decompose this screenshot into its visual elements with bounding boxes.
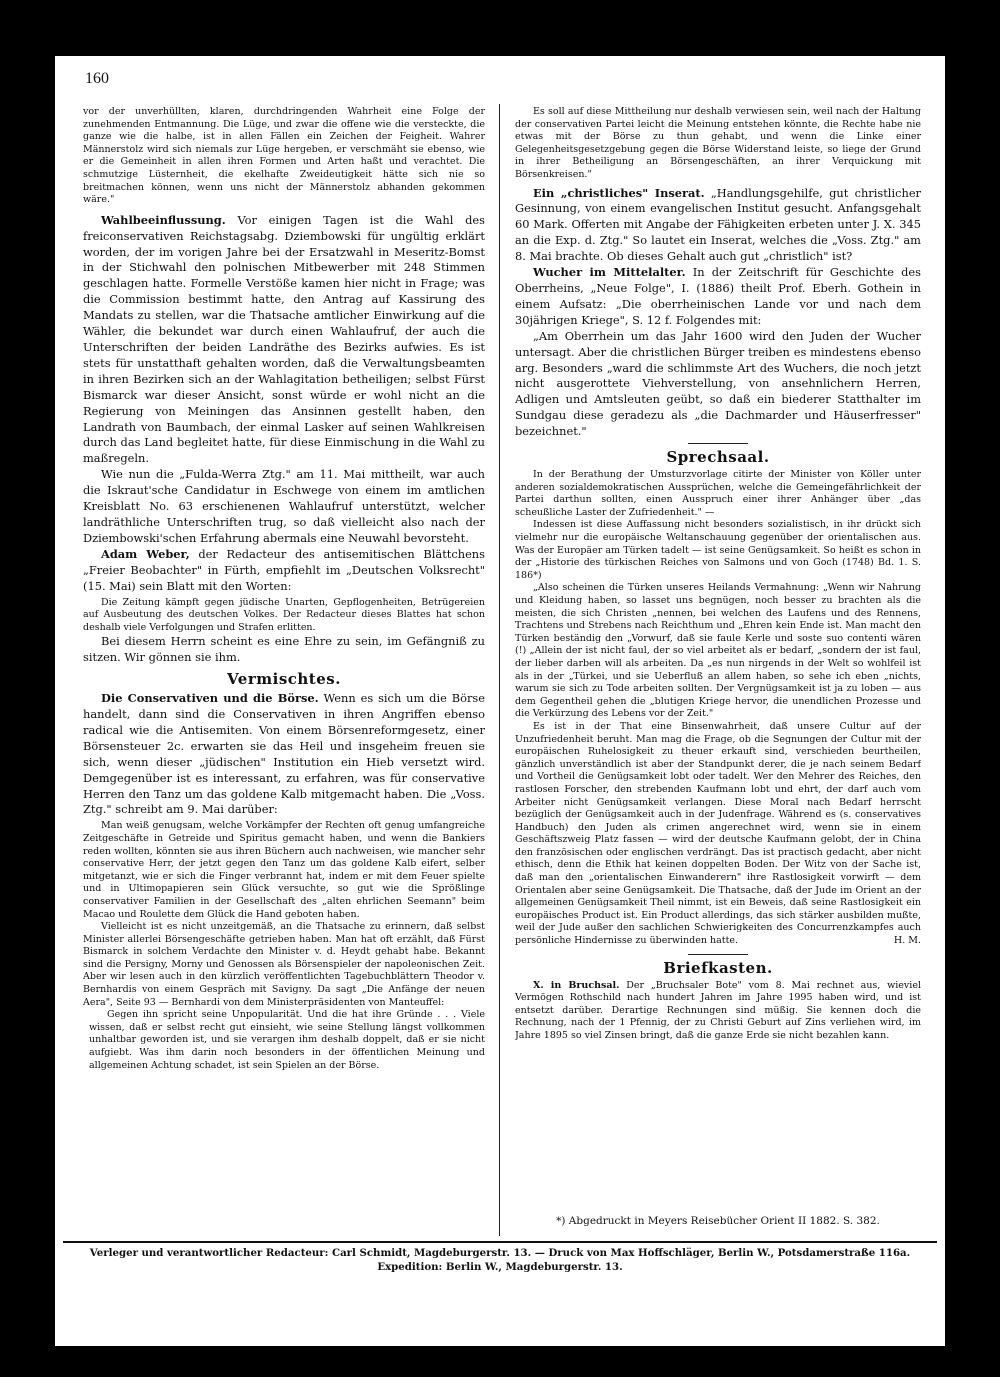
sprechsaal-para-3-text: Es ist in der That eine Binsenwahrheit, daß unsere Cultur auf der Unzufriedenheit beruht. Man mag die Frage, ob die Segnungen der Cultur mit der europäischen Ruhelosigkeit zu theuer erkauft sind, verschieden beurtheilen, gänzlich unverständlich ist aber der Standpunkt derer, die je nach seinem Bedarf und Vortheil die Genügsamkeit lobt oder tadelt. Wer den Mehrer des Reiches, den rastlosen Forscher, den strebenden Kaufmann lobt und ehrt, der darf auch vom Arbeiter nicht Genügsamkeit verlangen. Diese Moral nach Bedarf herrscht bezüglich der Genügsamkeit auch in der Judenfrage. Während es (s. conservatives Handbuch) den Juden als crimen angerechnet wird, wenn sie in einem Geschäftszweig Platz fassen — wird der deutsche Kaufmann gelobt, der in China den französischen oder englischen verdrängt. Das ist practisch gedacht, aber nicht ethisch, denn die Ethik hat keinen doppelten Boden. Der Witz von der Sache ist, daß man den „orientalischen Einwanderern" ihre Rastlosigkeit vorwirft — dem Orientalen aber seine Genügsamkeit. Die Thatsache, daß der Jude im Orient an der allgemeinen Genügsamkeit Theil nimmt, ist ein Beweis, daß seine Rastlosigkeit ein europäisches Product ist. Ein Product allerdings, das sich stärker ausbilden mußte, weil der Jude außer den sachlichen Schwierigkeiten des Concurrenzkampfes auch persönliche Hindernisse zu überwinden hatte. bbox=[515, 720, 921, 947]
weber-end: Bei diesem Herrn scheint es eine Ehre zu sein, im Gefängniß zu sitzen. Wir gönnen sie ihm. bbox=[83, 634, 485, 665]
wahl-heading: Wahlbeeinflussung. bbox=[101, 212, 226, 227]
right-column bbox=[515, 106, 921, 1234]
page-number: 160 bbox=[85, 70, 109, 87]
boerse-quote-2: Vielleicht ist es nicht unzeitgemäß, an die Thatsache zu erinnern, daß selbst Minister allerlei Börsengeschäfte getrieben haben. Man hat oft erzählt, daß Fürst Bismarck in solchem Verdachte den Minister v. d. Heydt gehabt habe. Bekannt sind die Persigny, Morny und Genossen als Börsenspieler der napoleonischen Zeit. Aber wir lesen auch in den kürzlich veröffentlichten Tagebuchblättern Theodor v. Bernhardis von einem Gespräch mit Savigny. Da sagt „Die Anfänge der neuen Aera", Seite 93 — Bernhardi von dem Ministerpräsidenten von Manteuffel: bbox=[83, 921, 485, 1008]
wahl-article bbox=[83, 213, 485, 468]
sprechsaal-title: Sprechsaal. bbox=[666, 448, 770, 467]
weber-quote: Die Zeitung kämpft gegen jüdische Unarten, Gepflogenheiten, Betrügereien auf Ausbeutung des deutschen Volkes. Der Redacteur dieses Blattes hat schon deshalb viele Verfolgungen und Strafen erlitten. bbox=[83, 596, 485, 633]
boerse-quote-1: Man weiß genugsam, welche Vorkämpfer der Rechten oft genug umfangreiche Zeitgeschäfte in Getreide und Spiritus gemacht haben, und wenn die Bankiers reden wollten, könnten sie aus ihren Büchern auch nachweisen, wie mancher sehr conservative Herr, der jetzt gegen den Tanz um das goldene Kalb eifert, selber mitgetanzt, wie er sich die Finger verbrannt hat, indem er mit dem Feuer spielte und in Ultimopapieren sein Glück versuchte, so gut wie die Sprößlinge conservativer Familien in der Gesellschaft des „alten ehrlichen Seemann" beim Macao und Roulette dem Glück die Hand geboten haben. bbox=[83, 820, 485, 920]
continued-paragraph: Es soll auf diese Mittheilung nur deshalb verwiesen sein, weil nach der Haltung der conservativen Partei leicht die Meinung entstehen könnte, die Rechte habe nie etwas mit der Börse zu thun gehabt, und wenn die Linke einer Gelegenheitsgesetzgebung gegen die Börse Widerstand leiste, so liege der Grund in ihrer Betheiligung an Börsengeschäften, an ihrer Verquickung mit Börsenkreisen." bbox=[515, 106, 921, 180]
weber-heading: Adam Weber, bbox=[101, 546, 190, 561]
footer-rule bbox=[63, 1241, 937, 1243]
vermischtes-title: Vermischtes. bbox=[227, 670, 341, 689]
wahl-text: Vor einigen Tagen ist die Wahl des freiconservativen Reichstagsabg. Dziembowski für ungültig erklärt worden, der im vorigen Jahre bei der Ersatzwahl in Meseritz-Bomst in der Stichwahl den polnischen Mitbewerber mit 248 Stimmen geschlagen hatte. Formelle Verstöße kamen hier nicht in Frage; was die Commission bestimmt hatte, den Antrag auf Kassirung des Mandats zu stellen, war die Thatsache amtlicher Einwirkung auf die Wähler, die bekundet war durch einen Wahlaufruf, der auch die Unterschriften der beiden Landräthe des Bezirks aufwies. Es ist stets für unstatthaft gehalten worden, daß die Verwaltungsbeamten in ihren Bezirken sich an der Wahlagitation betheiligen; selbst Fürst Bismarck war dieser Ansicht, sonst würde er wohl nicht an die Regierung von Meiningen das Ansinnen gestellt haben, den Landrath von Baumbach, der einmal Lasker auf seinen Wahlkreisen durch das Land begleitet hatte, für diese Einmischung in die Wahl zu maßregeln. bbox=[83, 212, 485, 466]
section-rule bbox=[688, 443, 748, 444]
wahl-text-2: Wie nun die „Fulda-Werra Ztg." am 11. Mai mittheilt, war auch die Iskraut'sche Candidatur in Eschwege von einem im amtlichen Kreisblatt No. 63 erschienenen Wahlaufruf unterstützt, welcher landräthliche Unterschriften trug, so daß vielleicht also nach der Dziembowski'schen Erfahrung abermals eine Neuwahl bevorsteht. bbox=[83, 467, 485, 545]
sprechsaal-para-2: Indessen ist diese Auffassung nicht besonders sozialistisch, in ihr drückt sich vielmehr nur die europäische Weltanschauung gegenüber der orientalischen aus. Was der Europäer am Türken tadelt — ist seine Genügsamkeit. So heißt es schon in der „Historie des türkischen Reiches von Salmons und von Goch (1748) Bd. 1. S. 186*) bbox=[515, 519, 921, 581]
footnote: *) Abgedruckt in Meyers Reisebücher Orient II 1882. S. 382. bbox=[556, 1215, 880, 1227]
briefkasten-text: Der „Bruchsaler Bote" vom 8. Mai rechnet aus, wieviel Vermögen Rothschild nach hundert Jahren im Jahre 1995 haben wird, und ist entsetzt darüber. Derartige Rechnungen sind müßig. Sie kennen doch die Rechnung, nach der 1 Pfennig, der zu Christi Geburt auf Zins verliehen wird, im Jahre 1895 so viel Zinsen bringt, daß die ganze Erde sie nicht bezahlen kann. bbox=[515, 979, 921, 1041]
sprechsaal-signature: H. M. bbox=[893, 935, 921, 947]
imprint-footer bbox=[63, 1246, 937, 1274]
left-column bbox=[83, 106, 485, 1234]
inserat-heading: Ein „christliches" Inserat. bbox=[533, 185, 705, 200]
imprint-line-1: Verleger und verantwortlicher Redacteur: Carl Schmidt, Magdeburgerstr. 13. — Druck von Max Hoffschläger, Berlin W., Potsdamerstraße 116a. bbox=[89, 1247, 911, 1259]
sprechsaal-para-3 bbox=[515, 721, 921, 948]
boerse-article bbox=[83, 691, 485, 818]
imprint-line-2: Expedition: Berlin W., Magdeburgerstr. 13. bbox=[377, 1261, 623, 1273]
newspaper-page bbox=[55, 56, 945, 1346]
footnote-area bbox=[515, 1214, 921, 1228]
boerse-text: Wenn es sich um die Börse handelt, dann sind die Conservativen in ihren Angriffen ebenso radical wie die Antisemiten. Von einem Börsenreformgesetz, einer Börsensteuer 2c. erwarten sie das Heil und insgeheim freuen sie sich, wenn dieser „jüdischen" Institution ein Hieb versetzt wird. Demgegenüber ist es interessant, zu erfahren, was für conservative Herren den Tanz um das goldene Kalb mitgemacht haben. Die „Voss. Ztg." schreibt am 9. Mai darüber: bbox=[83, 691, 485, 817]
wucher-heading: Wucher im Mittelalter. bbox=[533, 265, 686, 280]
briefkasten-heading: X. in Bruchsal. bbox=[533, 979, 620, 991]
wucher-article bbox=[515, 265, 921, 329]
inserat-article bbox=[515, 186, 921, 266]
boerse-quote-3: Gegen ihn spricht seine Unpopularität. Und die hat ihre Gründe . . . Viele wissen, daß er selbst recht gut einsieht, wie seine Stellung längst vollkommen unhaltbar geworden ist, und sie verargen ihm deshalb doppelt, daß er sie nicht aufgiebt. Was ihm darin noch besonders in der öffentlichen Meinung und allgemeinen Achtung schadet, ist sein Spielen an der Börse. bbox=[89, 1009, 485, 1071]
inserat-text: „Handlungsgehilfe, gut christlicher Gesinnung, von einem evangelischen Institut gesucht. Anfangsgehalt 60 Mark. Offerten mit Angabe der Fähigkeiten erbeten unter J. X. 345 an die Exp. d. Ztg." So lautet ein Inserat, welches die „Voss. Ztg." am 8. Mai brachte. Ob dieses Gehalt auch gut „christlich" ist? bbox=[515, 185, 921, 264]
briefkasten-entry bbox=[515, 980, 921, 1043]
wucher-text: In der Zeitschrift für Geschichte des Oberrheins, „Neue Folge", I. (1886) theilt Prof. Eberh. Gothein in einem Aufsatz: „Die oberrheinischen Lande vor und nach dem 30jährigen Kriege", S. 12 f. Folgendes mit: bbox=[515, 265, 921, 327]
intro-paragraph: vor der unverhüllten, klaren, durchdringenden Wahrheit eine Folge der zunehmenden Entmannung. Die Lüge, und zwar die offene wie die versteckte, die ganze wie die halbe, ist in allen Fällen ein Zeichen der Feigheit. Wahrer Männerstolz wird sich niemals zur Lüge hergeben, er verschmäht sie ebenso, wie er die Gemeinheit in allen ihren Formen und Arten haßt und verachtet. Die schmutzige Lüsternheit, die ekelhafte Zweideutigkeit hätte sich nie so breitmachen können, wenn uns nicht der Männerstolz abhanden gekommen wäre." bbox=[83, 106, 485, 206]
weber-text: der Redacteur des antisemitischen Blättchens „Freier Beobachter" in Fürth, empfiehlt im „Deutschen Volksrecht" (15. Mai) sein Blatt mit den Worten: bbox=[83, 546, 485, 593]
briefkasten-title: Briefkasten. bbox=[663, 958, 773, 977]
weber-article bbox=[83, 547, 485, 595]
column-divider bbox=[499, 104, 500, 1236]
boerse-heading: Die Conservativen und die Börse. bbox=[101, 691, 319, 706]
sprechsaal-quote: „Also scheinen die Türken unseres Heilands Vermahnung: „Wenn wir Nahrung und Kleidung haben, so lasset uns begnügen, noch besser zu brachten als die meisten, die sich Christen „nennen, bei welchen des Laufens und des Rennens, Trachtens und Strebens nach Reichthum und „Ehren kein Ende ist. Man macht den Türken beständig den „Vorwurf, daß sie faule Kerle und soste suo contenti wären (!) „Allein der ist nicht faul, der so viel arbeitet als er bedarf, „sondern der ist faul, der lieber darben will als arbeiten. Da „es nun nirgends in der Welt so wohlfeil ist als in der „Türkei, und sie Ueberfluß an allem haben, so sehe ich eben „nichts, warum sie sich zu Tode arbeiten sollten. Der Vergnügsamkeit ist ja zu loben — aus dem Gegentheil gehen die „blutigen Kriege hervor, die unendlichen Prozesse und die Verkürzung des Lebens vor der Zeit." bbox=[515, 582, 921, 720]
wucher-quote: „Am Oberrhein um das Jahr 1600 wird den Juden der Wucher untersagt. Aber die christlichen Bürger treiben es mindestens ebenso arg. Besonders „ward die schlimmste Art des Wuchers, die noch jetzt nicht ausgerottete Viehverstellung, von ansehnlichern Herren, Adligen und Amtsleuten geübt, so daß ein biederer Statthalter im Sundgau diese geradezu als „die Dachmarder und Häuserfresser" bezeichnet." bbox=[515, 328, 921, 439]
section-rule-2 bbox=[688, 954, 748, 955]
sprechsaal-para-1: In der Berathung der Umsturzvorlage citirte der Minister von Köller unter anderen sozialdemokratischen Aussprüchen, welche die Gemeingefährlichkeit der Partei darthun sollten, einen Ausspruch einer ihrer Anhänger über „das scheußliche Laster der Zufriedenheit." — bbox=[515, 469, 921, 518]
